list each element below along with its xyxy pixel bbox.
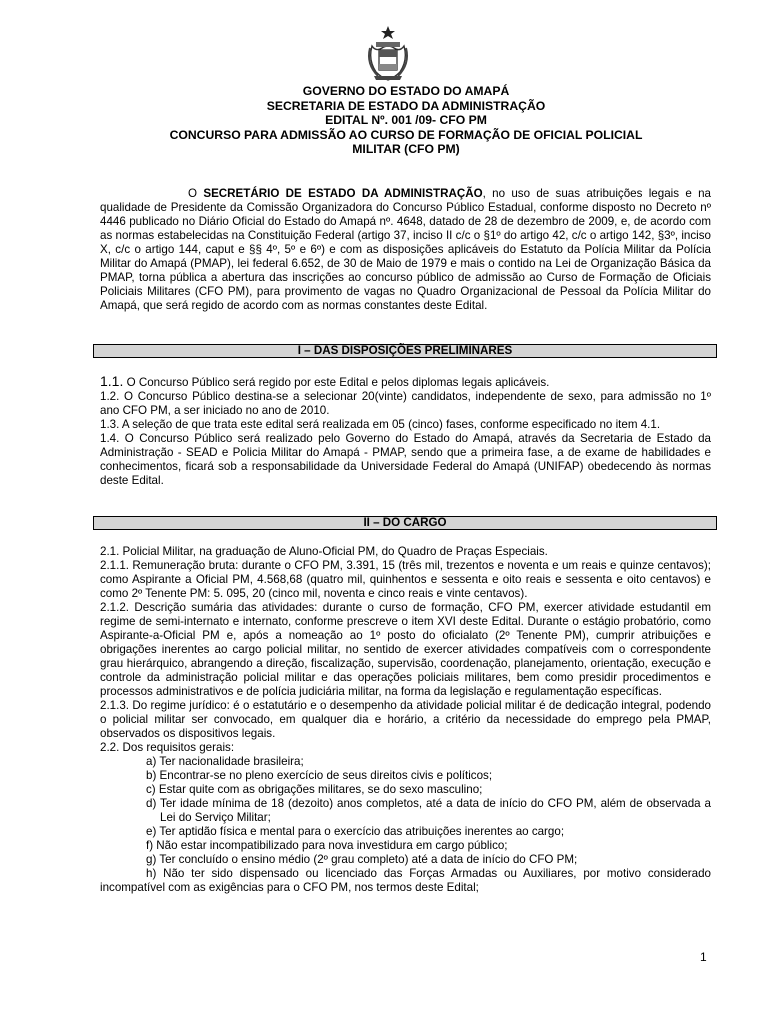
- paragraph-1-2: 1.2. O Concurso Público destina-se a selecionar 20(vinte) candidatos, independente de sexo, para admissão no 1º ano CFO PM, a ser iniciado no ano de 2010.: [100, 390, 711, 417]
- intro-prefix: O: [188, 187, 204, 200]
- paragraph-2-1-1: 2.1.1. Remuneração bruta: durante o CFO PM, 3.391, 15 (três mil, trezentos e noventa e um reais e quinze centavos); como Aspirante a Oficial PM, 4.568,68 (quatro mil, quinhentos e sessenta e oito reais e sessenta e oito centavos) e como 2º Tenente PM: 5. 095, 20 (cinco mil, noventa e cinco reais e vinte centavos).: [100, 559, 711, 600]
- header-contest-subtitle: MILITAR (CFO PM): [352, 142, 460, 156]
- document-header: [96, 84, 716, 157]
- section1-body: [100, 374, 711, 488]
- list-item: c) Estar quite com as obrigações militares, se do sexo masculino;: [146, 783, 483, 796]
- paragraph-2-1-2: 2.1.2. Descrição sumária das atividades: durante o curso de formação, CFO PM, exercer atividade estudantil em regime de semi-internato e internato, conforme prescreve o item XVI deste Edital. Durante o estágio probatório, como Aspirante-a-Oficial PM e, após a nomeação ao 1º posto do oficialato (2º Tenente PM), cumprir atribuições e obrigações inerentes ao cargo policial militar, no sentido de exercer atividades compatíveis com o correspondente grau hierárquico, abrangendo a direção, fiscalização, supervisão, coordenação, planejamento, orientação, execução e controle da administração policial militar e das operações policiais militares, bem como presidir procedimentos e processos administrativos e de polícia judiciária militar, na forma da legislação e regulamentação específicas.: [100, 601, 711, 698]
- section-heading-preliminares: I – DAS DISPOSIÇÕES PRELIMINARES: [93, 344, 717, 358]
- header-secretariat: SECRETARIA DE ESTADO DA ADMINISTRAÇÃO: [266, 98, 546, 113]
- paragraph-2-2: 2.2. Dos requisitos gerais:: [100, 741, 235, 754]
- list-item: e) Ter aptidão física e mental para o exercício das atribuições inerentes ao cargo;: [146, 825, 565, 838]
- list-item: d) Ter idade mínima de 18 (dezoito) anos completos, até a data de início do CFO PM, além de observada a Lei do Serviço Militar;: [146, 797, 711, 824]
- header-government: GOVERNO DO ESTADO DO AMAPÁ: [302, 84, 510, 98]
- intro-text: , no uso de suas atribuições legais e na qualidade de Presidente da Comissão Organizadora do Concurso Público Estadual, conforme disposto no Decreto nº 4446 publicado no Diário Oficial do Estado do Amapá nº. 4648, datado de 28 de dezembro de 2009, e, de acordo com as normas estabelecidas na Constituição Federal (artigo 37, inciso II c/c o §1º do artigo 42, c/c o artigo 142, §3º, inciso X, c/c o artigo 144, caput e §§ 4º, 5º e 6º) e com as disposições aplicáveis do Estatuto da Polícia Militar da Polícia Militar do Amapá (PMAP), lei federal 6.652, de 30 de Maio de 1979 e mais o contido na Lei de Organização Básica da PMAP, torna pública a abertura das inscrições ao concurso público de admissão ao Curso de Formação de Oficiais Policiais Militares (CFO PM), para provimento de vagas no Quadro Organizacional de Pessoal da Polícia Militar do Amapá, que será regido de acordo com as normas constantes deste Edital.: [100, 187, 711, 312]
- paragraph-1-3: 1.3. A seleção de que trata este edital será realizada em 05 (cinco) fases, conforme especificado no item 4.1.: [100, 418, 661, 431]
- paragraph-1-1: [100, 374, 711, 390]
- paragraph-1-1-text: O Concurso Público será regido por este Edital e pelos diplomas legais aplicáveis.: [123, 376, 550, 389]
- intro-paragraph: [100, 187, 711, 313]
- page-number: 1: [700, 950, 707, 964]
- list-item: a) Ter nacionalidade brasileira;: [146, 755, 304, 768]
- section-heading-cargo: II – DO CARGO: [93, 516, 717, 530]
- intro-secretary: SECRETÁRIO DE ESTADO DA ADMINISTRAÇÃO: [203, 187, 483, 200]
- section2-body: [100, 545, 711, 895]
- header-contest-title: CONCURSO PARA ADMISSÃO AO CURSO DE FORMAÇÃO DE OFICIAL POLICIAL: [169, 127, 643, 142]
- paragraph-2-1: 2.1. Policial Militar, na graduação de Aluno-Oficial PM, do Quadro de Praças Especiais.: [100, 545, 548, 558]
- paragraph-2-1-3: 2.1.3. Do regime jurídico: é o estatutário e o desempenho da atividade policial militar é de dedicação integral, podendo o policial militar ser convocado, em qualquer dia e horário, a critério da necessidade do emprego pela PMAP, observados os dispositivos legais.: [100, 699, 711, 740]
- paragraph-1-4: 1.4. O Concurso Público será realizado pelo Governo do Estado do Amapá, através da Secretaria de Estado da Administração - SEAD e Policia Militar do Amapá - PMAP, sendo que a primeira fase, a de exame de habilidades e conhecimentos, ficará sob a responsabilidade da Universidade Federal do Amapá (UNIFAP) obedecendo às normas deste Edital.: [100, 432, 711, 487]
- list-item: h) Não ter sido dispensado ou licenciado das Forças Armadas ou Auxiliares, por motivo considerado incompatível com as exigências para o CFO PM, nos termos deste Edital;: [100, 867, 711, 894]
- list-item: f) Não estar incompatibilizado para nova investidura em cargo público;: [146, 839, 508, 852]
- list-item: b) Encontrar-se no pleno exercício de seus direitos civis e políticos;: [146, 769, 493, 782]
- list-item: g) Ter concluído o ensino médio (2º grau completo) até a data de início do CFO PM;: [146, 853, 578, 866]
- state-coat-of-arms-icon: [364, 24, 412, 82]
- paragraph-1-1-number: 1.1.: [100, 373, 124, 389]
- header-edital-number: EDITAL Nº. 001 /09- CFO PM: [325, 113, 487, 127]
